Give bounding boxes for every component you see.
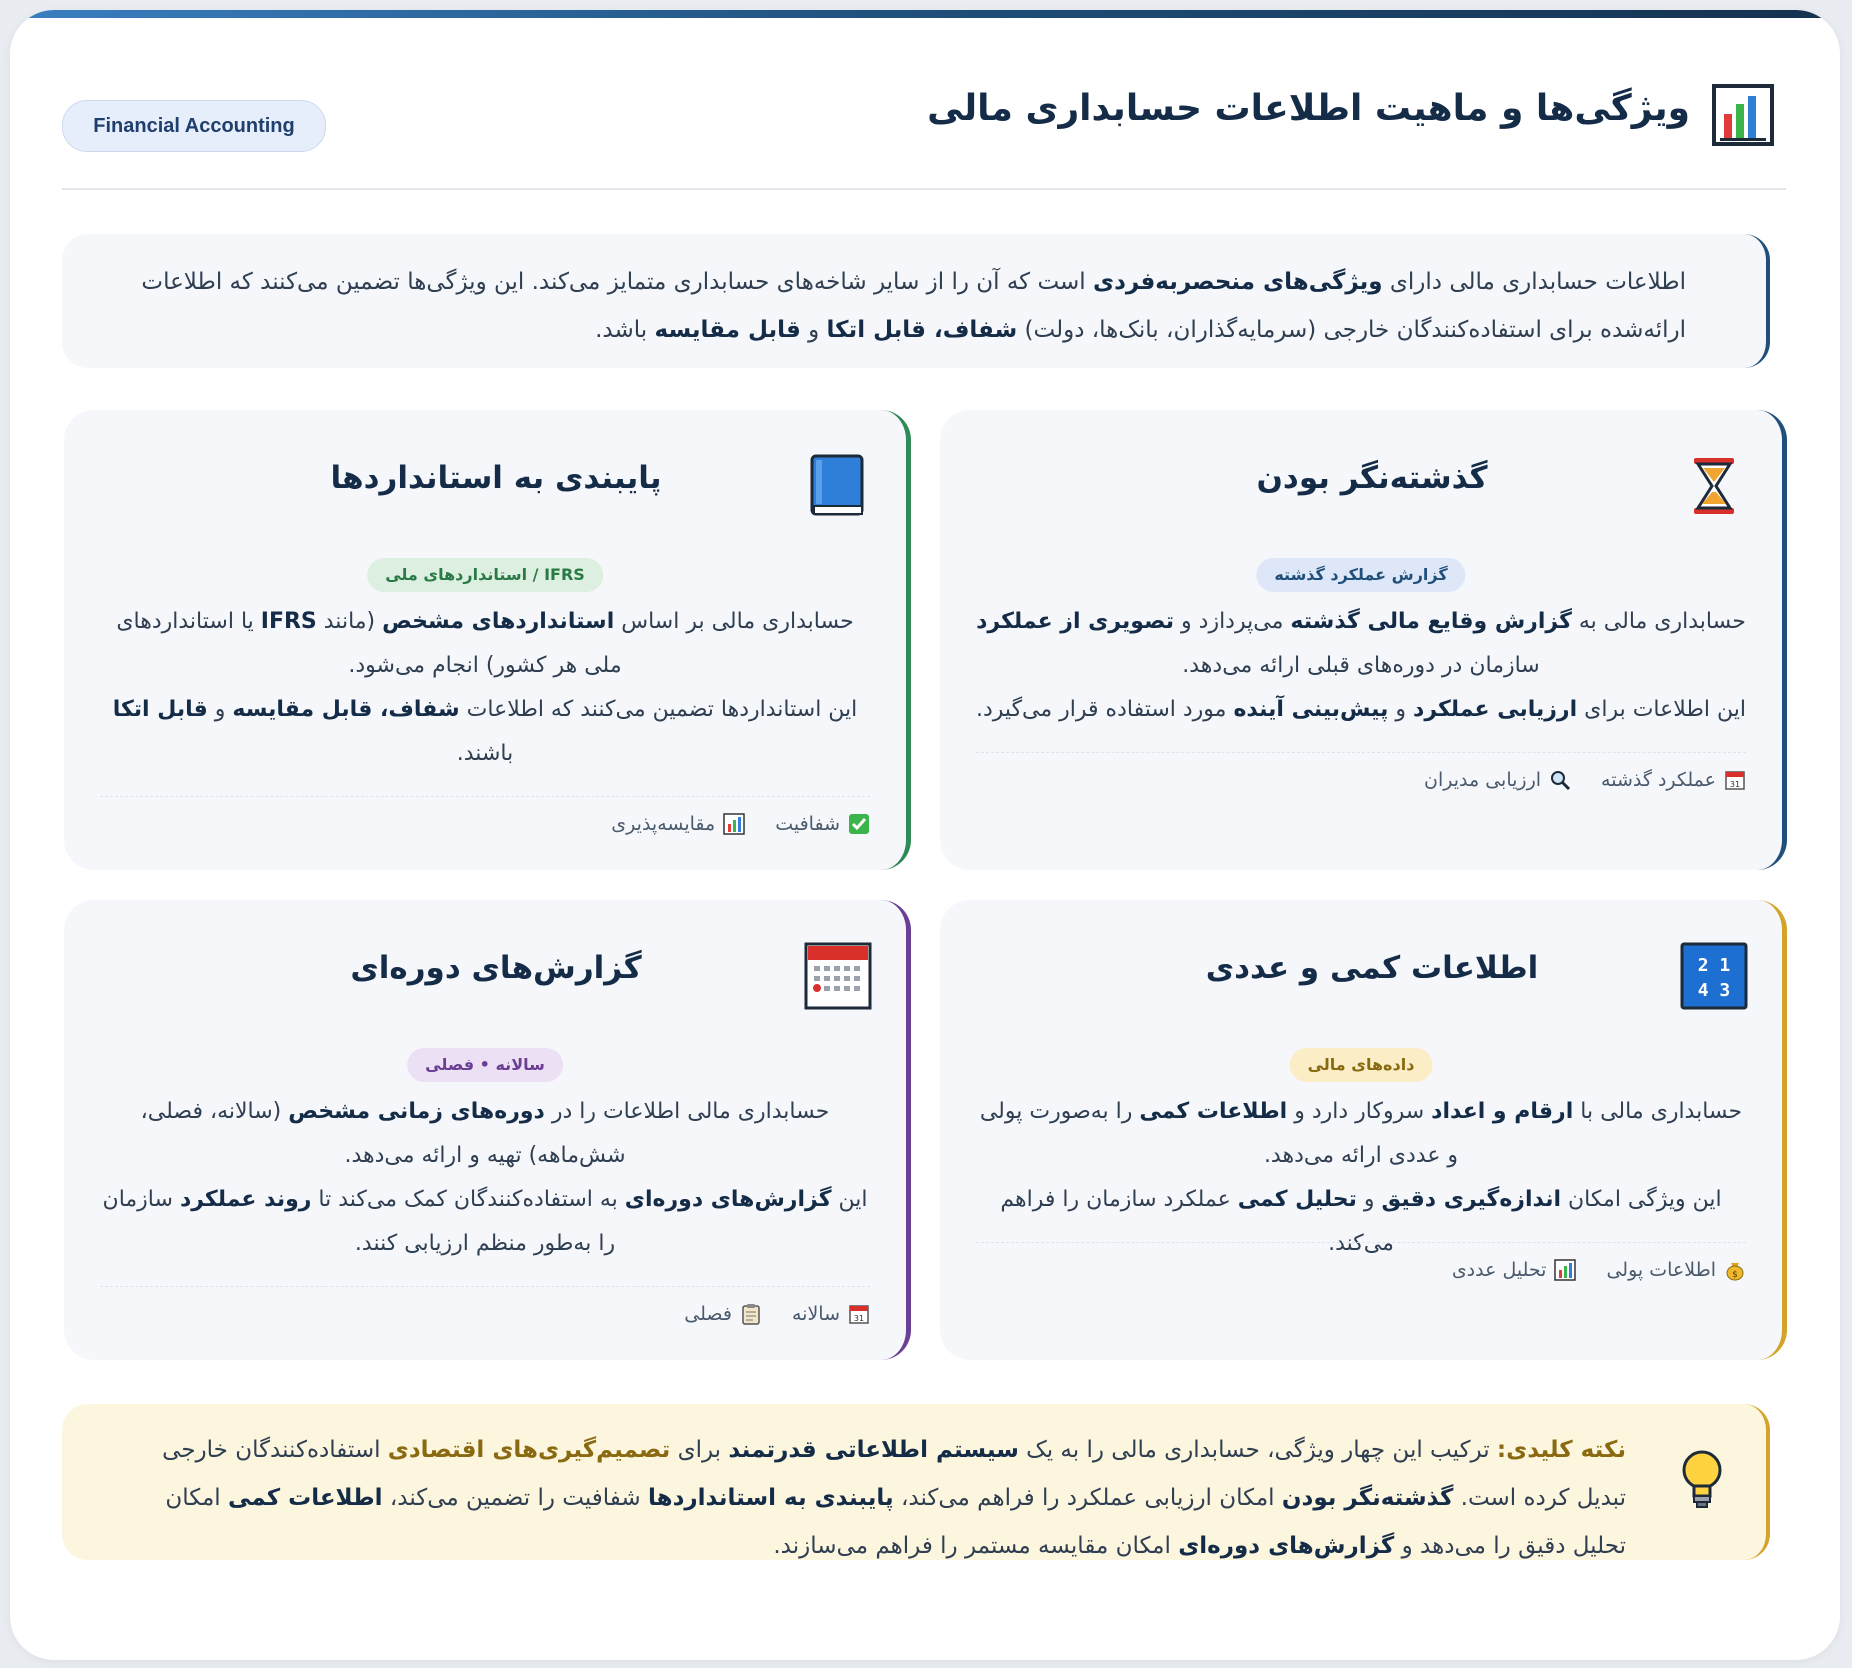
card-body: حسابداری مالی با ارقام و اعداد سروکار دارد و اطلاعات کمی را به‌صورت پولی و عددی ارائه می‌دهد. این ویژگی امکان اندازه‌گیری دقیق و تحلیل کمی عملکرد سازمان را فراهم می‌کند. <box>979 1099 1743 1256</box>
card-tag: گزارش عملکرد گذشته <box>1256 558 1465 592</box>
footer-item: ارزیابی مدیران <box>1424 769 1571 791</box>
card-title: گذشته‌نگر بودن <box>1256 460 1488 496</box>
svg-text:31: 31 <box>853 1314 865 1323</box>
card-footer <box>976 752 1746 791</box>
intro-text: اطلاعات حسابداری مالی دارای ویژگی‌های منحصربه‌فردی است که آن را از سایر شاخه‌های حسابداری متمایز می‌کند. این ویژگی‌ها تضمین می‌کنند که اطلاعات ارائه‌شده برای استفاده‌کنندگان خارجی (سرمایه‌گذاران، بانک‌ها، دولت) شفاف، قابل اتکا و قابل مقایسه باشد. <box>141 269 1686 343</box>
svg-text:3 4: 3 4 <box>1697 980 1731 1001</box>
numbers-icon <box>1680 942 1748 1010</box>
key-note-text: نکته کلیدی: ترکیب این چهار ویژگی، حسابداری مالی را به یک سیستم اطلاعاتی قدرتمند برای تصمیم‌گیری‌های اقتصادی استفاده‌کنندگان خارجی تبدیل کرده است. گذشته‌نگر بودن امکان ارزیابی عملکرد را فراهم می‌کند، پایبندی به استانداردها شفافیت را تضمین می‌کند، اطلاعات کمی امکان تحلیل دقیق را می‌دهد و گزارش‌های دوره‌ای امکان مقایسه مستمر را فراهم می‌سازند. <box>162 1437 1626 1559</box>
bar-chart-icon <box>723 813 745 835</box>
footer-item: فصلی <box>684 1303 762 1325</box>
svg-text:1 2: 1 2 <box>1697 955 1731 976</box>
checkmark-icon <box>848 813 870 835</box>
svg-text:31: 31 <box>1729 780 1741 789</box>
card-periodic <box>64 900 911 1360</box>
footer-item: 31 عملکرد گذشته <box>1601 769 1746 791</box>
card-body: حسابداری مالی اطلاعات را در دوره‌های زمانی مشخص (سالانه، فصلی، شش‌ماهه) تهیه و ارائه می‌دهد. این گزارش‌های دوره‌ای به استفاده‌کنندگان کمک می‌کند تا روند عملکرد سازمان را به‌طور منظم ارزیابی کنند. <box>102 1099 868 1256</box>
key-note-box <box>62 1404 1770 1560</box>
header-divider <box>62 188 1786 190</box>
book-icon <box>804 452 872 520</box>
category-badge: Financial Accounting <box>62 100 326 152</box>
card-body: حسابداری مالی بر اساس استانداردهای مشخص (مانند IFRS یا استانداردهای ملی هر کشور) انجام می‌شود. این استانداردها تضمین می‌کنند که اطلاعات شفاف، قابل مقایسه و قابل اتکا باشند. <box>112 609 858 766</box>
page <box>10 10 1840 1660</box>
card-tag: داده‌های مالی <box>1290 1048 1433 1082</box>
card-footer <box>976 1242 1746 1281</box>
card-title: پایبندی به استانداردها <box>330 460 662 496</box>
card-footer <box>100 796 870 835</box>
calendar-icon <box>804 942 872 1010</box>
card-title: گزارش‌های دوره‌ای <box>350 950 642 986</box>
footer-item: تحلیل عددی <box>1452 1259 1577 1281</box>
footer-item: شفافیت <box>775 813 870 835</box>
calendar-icon <box>848 1303 870 1325</box>
card-title: اطلاعات کمی و عددی <box>1205 950 1539 986</box>
intro-box <box>62 234 1770 368</box>
card-tag: سالانه • فصلی <box>407 1048 563 1082</box>
card-tag: IFRS / استانداردهای ملی <box>367 558 603 592</box>
money-bag-icon <box>1724 1259 1746 1281</box>
page-title: ویژگی‌ها و ماهیت اطلاعات حسابداری مالی <box>927 88 1690 129</box>
calendar-icon <box>1724 769 1746 791</box>
top-accent-bar <box>10 10 1840 18</box>
magnifier-icon <box>1549 769 1571 791</box>
card-standards <box>64 410 911 870</box>
clipboard-icon <box>740 1303 762 1325</box>
footer-item: $ اطلاعات پولی <box>1606 1259 1746 1281</box>
bar-chart-icon <box>1712 84 1774 146</box>
header <box>62 80 1786 170</box>
footer-item: 31 سالانه <box>792 1303 870 1325</box>
card-footer <box>100 1286 870 1325</box>
card-body: حسابداری مالی به گزارش وقایع مالی گذشته می‌پردازد و تصویری از عملکرد سازمان در دوره‌های قبلی ارائه می‌دهد. این اطلاعات برای ارزیابی عملکرد و پیش‌بینی آینده مورد استفاده قرار می‌گیرد. <box>976 609 1746 722</box>
svg-text:$: $ <box>1732 1270 1738 1280</box>
card-quantitative <box>940 900 1787 1360</box>
footer-item: مقایسه‌پذیری <box>611 813 745 835</box>
lightbulb-icon <box>1678 1448 1726 1512</box>
card-historical <box>940 410 1787 870</box>
bar-chart-icon <box>1554 1259 1576 1281</box>
hourglass-icon <box>1680 452 1748 520</box>
